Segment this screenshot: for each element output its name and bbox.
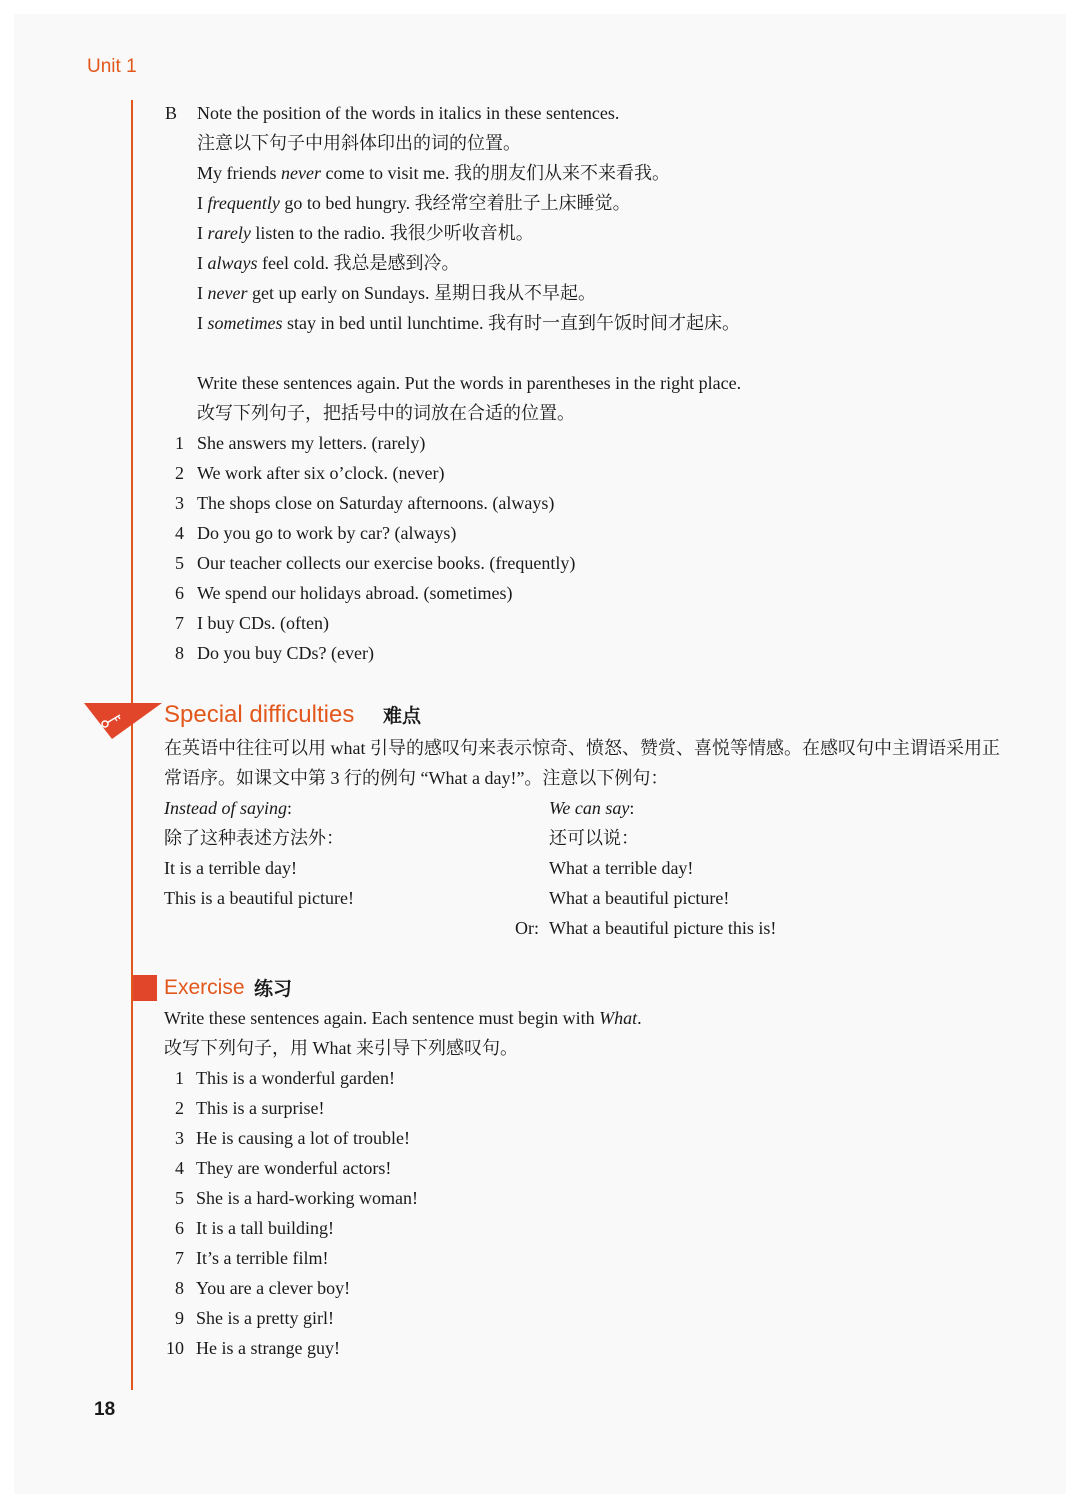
exercise-instruction-cn: 改写下列句子，用 What 来引导下列感叹句。 [164, 1038, 518, 1058]
list-item: I buy CDs. (often) [197, 613, 329, 633]
list-item: She is a pretty girl! [196, 1308, 334, 1328]
example-right: What a beautiful picture this is! [549, 918, 777, 938]
margin-rule [131, 100, 133, 1390]
item-number: 7 [175, 613, 184, 633]
list-item: This is a surprise! [196, 1098, 325, 1118]
item-number: 1 [175, 1068, 184, 1088]
list-item: They are wonderful actors! [196, 1158, 392, 1178]
item-number: 10 [166, 1338, 184, 1358]
list-item: He is causing a lot of trouble! [196, 1128, 410, 1148]
item-number: 3 [175, 493, 184, 513]
section-b-task: Write these sentences again. Put the words in parentheses in the right place. [197, 373, 742, 393]
item-number: 7 [175, 1248, 184, 1268]
intro-paragraph-line: 常语序。如课文中第 3 行的例句 “What a day!”。注意以下例句： [164, 768, 669, 788]
exercise-title: Exercise [164, 976, 245, 999]
column-heading-left-cn: 除了这种表述方法外： [164, 828, 344, 848]
example-sentence: I never get up early on Sundays. 星期日我从不早起。 [197, 283, 596, 303]
section-title-cn: 难点 [383, 705, 422, 727]
list-item: Do you buy CDs? (ever) [197, 643, 374, 663]
italic-adverb: always [207, 253, 258, 273]
italic-adverb: frequently [207, 193, 280, 213]
list-item: Do you go to work by car? (always) [197, 523, 457, 543]
example-sentence: I rarely listen to the radio. 我很少听收音机。 [197, 223, 534, 243]
exercise-marker [133, 975, 157, 1001]
list-item: You are a clever boy! [196, 1278, 351, 1298]
list-item: We work after six o’clock. (never) [197, 463, 445, 483]
page-number: 18 [94, 1399, 116, 1420]
section-b-instruction-cn: 注意以下句子中用斜体印出的词的位置。 [197, 133, 521, 153]
item-number: 8 [175, 643, 184, 663]
item-number: 2 [175, 1098, 184, 1118]
key-flag-icon [84, 701, 164, 741]
column-heading-right-cn: 还可以说： [549, 828, 639, 848]
column-heading-left: Instead of saying: [164, 798, 293, 818]
item-number: 2 [175, 463, 184, 483]
list-item: It is a tall building! [196, 1218, 334, 1238]
example-sentence: My friends never come to visit me. 我的朋友们从来不来看我。 [197, 163, 670, 183]
item-number: 3 [175, 1128, 184, 1148]
unit-label: Unit 1 [87, 56, 137, 77]
item-number: 6 [175, 583, 184, 603]
example-sentence: I always feel cold. 我总是感到冷。 [197, 253, 460, 273]
item-number: 9 [175, 1308, 184, 1328]
item-number: 5 [175, 1188, 184, 1208]
list-item: He is a strange guy! [196, 1338, 340, 1358]
italic-adverb: rarely [207, 223, 251, 243]
example-right: What a terrible day! [549, 858, 694, 878]
example-left: This is a beautiful picture! [164, 888, 354, 908]
section-letter: B [165, 103, 178, 123]
item-number: 6 [175, 1218, 184, 1238]
italic-adverb: never [207, 283, 248, 303]
list-item: She answers my letters. (rarely) [197, 433, 426, 453]
example-sentence: I frequently go to bed hungry. 我经常空着肚子上床睡觉。 [197, 193, 631, 213]
example-left: It is a terrible day! [164, 858, 297, 878]
item-number: 4 [175, 523, 184, 543]
list-item: We spend our holidays abroad. (sometimes) [197, 583, 513, 603]
list-item: The shops close on Saturday afternoons. (always) [197, 493, 555, 513]
exercise-instruction: Write these sentences again. Each sentence must begin with What. [164, 1008, 642, 1028]
list-item: She is a hard-working woman! [196, 1188, 418, 1208]
exercise-title-cn: 练习 [254, 978, 293, 1000]
item-number: 8 [175, 1278, 184, 1298]
item-number: 4 [175, 1158, 184, 1178]
list-item: It’s a terrible film! [196, 1248, 329, 1268]
italic-adverb: sometimes [207, 313, 283, 333]
list-item: This is a wonderful garden! [196, 1068, 395, 1088]
section-title: Special difficulties [164, 701, 355, 728]
item-number: 1 [175, 433, 184, 453]
column-heading-right: We can say: [549, 798, 635, 818]
or-label: Or: [515, 918, 539, 938]
example-right: What a beautiful picture! [549, 888, 730, 908]
section-b-instruction: Note the position of the words in italics in these sentences. [197, 103, 620, 123]
item-number: 5 [175, 553, 184, 573]
italic-adverb: never [281, 163, 321, 183]
list-item: Our teacher collects our exercise books. (frequently) [197, 553, 576, 573]
intro-paragraph-line: 在英语中往往可以用 what 引导的感叹句来表示惊奇、愤怒、赞赏、喜悦等情感。在感叹句中主谓语采用正 [164, 738, 1000, 758]
section-b-task-cn: 改写下列句子，把括号中的词放在合适的位置。 [197, 403, 575, 423]
example-sentence: I sometimes stay in bed until lunchtime. 我有时一直到午饭时间才起床。 [197, 313, 740, 333]
